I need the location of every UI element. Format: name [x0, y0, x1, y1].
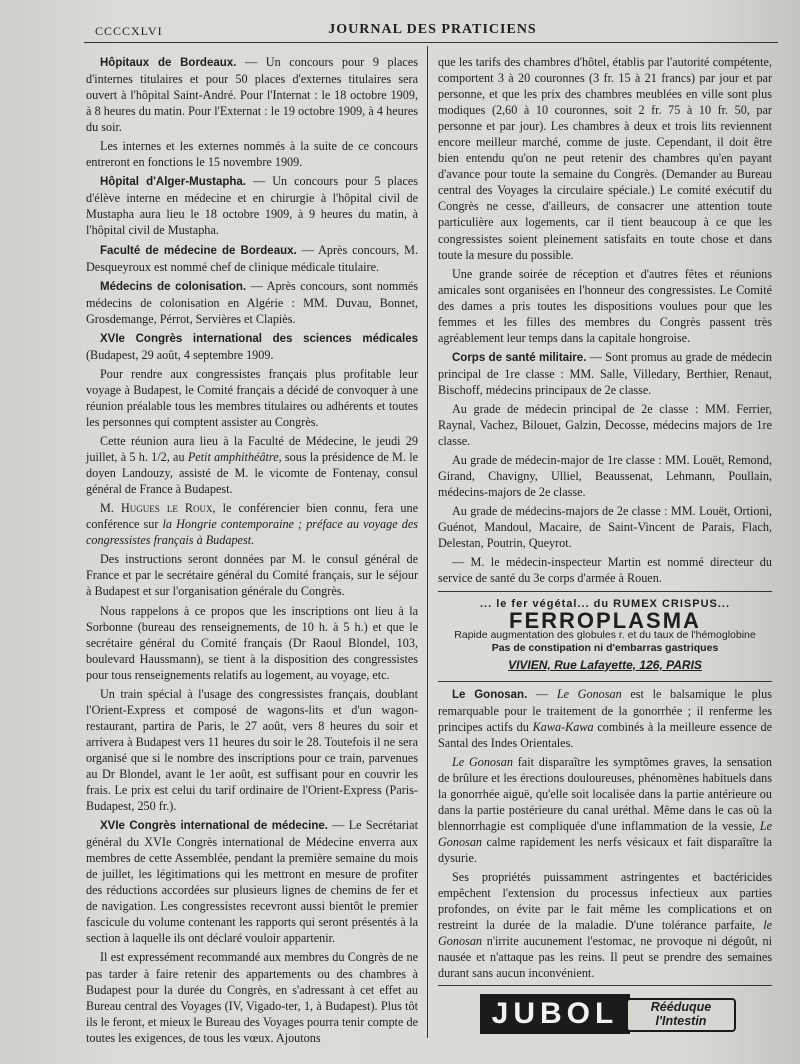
- ad-line: Pas de constipation ni d'embarras gastriques: [491, 641, 719, 654]
- faculte-heading: Faculté de médecine de Bordeaux.: [100, 244, 297, 257]
- sante-paragraph: Au grade de médecins-majors de 2e classe : MM. Louët, Ortioni, Guénot, Mandoul, Macaire, de Saint-Vincent de Parais, Flach, Delestan, Poutrin, Queyrot.: [438, 504, 772, 551]
- jubol-ad: [480, 994, 730, 1034]
- bordeaux-paragraph: Les internes et les externes nommés à la suite de ce concours entreront en fonctions le 15 novembre 1909.: [86, 139, 418, 170]
- ad-brand: FERROPLASMA: [509, 607, 701, 633]
- gonosan-heading: Le Gonosan.: [452, 688, 528, 701]
- congres-paragraph: Pour rendre aux congressistes français plus profitable leur voyage à Budapest, le Comité français a décidé de convoquer à une réunion préalable tous les membres titulaires ou adhérents et toutes les personnes qui comptent assister au Congrès.: [86, 366, 418, 429]
- congres-paragraph: Des instructions seront données par M. le consul général de France et par le secrétaire général du Comité français, sur le séjour à Budapest et sur l'organisation générale du Congrès.: [86, 552, 418, 599]
- jubol-brand: JUBOL: [480, 994, 630, 1034]
- gonosan-notice: Le Gonosan. — Le Gonosan est le balsamique le plus remarquable pour le traitement de la gonorrhée ; il renferme les principes actifs du Kawa-Kawa combinés à la meilleure essence de Santal des Indes Orientales.: [438, 686, 772, 750]
- alger-heading: Hôpital d'Alger-Mustapha.: [100, 176, 246, 189]
- sante-paragraph: Au grade de médecin principal de 2e classe : MM. Ferrier, Raynal, Vachez, Bilouet, Galzin, Decosse, médecins majors de 1re classe.: [438, 401, 772, 449]
- ad-address: VIVIEN, Rue Lafayette, 126, PARIS: [508, 657, 702, 672]
- congres-paragraph: Nous rappelons à ce propos que les inscriptions ont lieu à la Sorbonne (bureau des renseignements, de 10 h. à 5 h.) et que le secrétaire général du Comité français (Dr Raoul Blondel, 103, boulevard Haussmann), se tient à la disposition des congressistes pour tous renseignements relatifs au logement, au voyage, etc.: [86, 603, 418, 682]
- left-column: [86, 54, 418, 1049]
- page-folio: CCCCXLVI: [95, 24, 163, 38]
- colonisation-heading: Médecins de colonisation.: [100, 280, 247, 293]
- congres2-paragraph: Il est expressément recommandé aux membres du Congrès de ne pas tarder à faire retenir des appartements ou des chambres à Budapest pour la durée du Congrès, en s'adressant à cet effet au Bureau central des Voyages (IV, Vigado-ter, 1, à Budapest). Plus tôt ils le feront, et mieux le Bureau des Voyages pourra tenir compte de toutes les exigences, de tous les vœux. Ajoutons: [86, 950, 418, 1045]
- congres-heading: XVIe Congrès international des sciences médicales: [100, 332, 418, 345]
- gonosan-paragraph: Ses propriétés puissamment astringentes et bactéricides empêchent l'extension du processus infectieux aux parties profondes, on évite par le fait même les complications et on restreint la durée de la maladie. D'une tolérance parfaite, le Gonosan n'irrite aucunement l'estomac, ne provoque ni dégoût, ni nausée et n'attaque pas les reins. Il peut se prendre des semaines durant sans aucun inconvénient.: [438, 870, 772, 981]
- sante-paragraph: Au grade de médecin-major de 1re classe : MM. Louët, Remond, Girand, Chavigny, Ulliel, Beaussenat, Lehmann, Poullain, médecins-majors de 2e classe.: [438, 453, 772, 500]
- ad-divider: [438, 681, 772, 682]
- alger-notice: Hôpital d'Alger-Mustapha. — Un concours pour 5 places d'élève interne en médecine et en chirurgie à l'hôpital civil de Mustapha aura lieu le 18 octobre 1909, à 9 heures du matin, à l'hôpital civil de Mustapha.: [86, 174, 419, 238]
- sante-notice: Corps de santé militaire. — Sont promus au grade de médecin principal de 1re classe : MM. Salle, Villedary, Berthier, Renaut, Bischoff, médecins principaux de 2e classe.: [438, 349, 772, 397]
- ad-divider: [438, 591, 772, 592]
- congres2-notice: XVIe Congrès international de médecine. — Le Secrétariat général du XVIe Congrès international de Médecine enverra aux membres de cette Assemblée, pendant la première semaine du mois de juillet, les légitimations qui les mettront en mesure de profiter des réductions accordées sur plusieurs lignes de chemins de fer et de navigation. Les congressistes recevront aussi bientôt le premier fascicule du volume contenant les rapports qui seront présentés à la section à laquelle ils ont déclaré vouloir appartenir.: [86, 818, 418, 946]
- congres2-heading: XVIe Congrès international de médecine.: [100, 820, 328, 833]
- ferroplasma-ad: [438, 596, 772, 677]
- congres-paragraph: Un train spécial à l'usage des congressistes français, doublant l'Orient-Express et composé de wagons-lits et d'un wagon-restaurant, partira de Paris, le 27 août, vers 8 heures du soir et arrivera à Budapest vers 11 heures du soir le 28. Toutefois il ne sera organisé que si le nombre des inscriptions pour ce train, parvenues au Dr Blondel, avant le 1er août, est suffisant pour en couvrir les frais. Le prix est celui du tarif ordinaire de l'Orient-Express (Paris-Budapest, 250 fr.).: [86, 686, 418, 814]
- continued-paragraph: Une grande soirée de réception et d'autres fêtes et réunions amicales sont organisées en l'honneur des congressistes. Le Comité des dames a pris toutes les dispositions voulues pour que les femmes et les filles des membres du Congrès passent très agréablement leur temps dans la capitale hongroise.: [438, 266, 772, 345]
- column-divider: [427, 46, 428, 1038]
- page-header: [95, 22, 770, 40]
- congres-notice: XVIe Congrès international des sciences médicales (Budapest, 29 août, 4 septembre 1909.: [86, 332, 418, 362]
- sante-paragraph: — M. le médecin-inspecteur Martin est nommé directeur du service de santé du 3e corps d'armée à Rouen.: [438, 555, 772, 586]
- right-column: [438, 54, 772, 1034]
- gonosan-paragraph: Le Gonosan fait disparaître les symptômes graves, la sensation de brûlure et les érections douloureuses, phénomènes habituels dans la gonorrhée aiguë, qu'elle soit localisée dans la partie antérieure ou dans la partie postérieure du canal uréthal. Même dans le cas où la blennorrhagie est compliquée d'une inflammation de la vessie, Le Gonosan calme rapidement les nerfs vésicaux et fait disparaître la dysurie.: [438, 754, 773, 866]
- bordeaux-notice: Hôpitaux de Bordeaux. — Un concours pour 9 places d'internes titulaires et pour 50 places d'externes titulaires sera ouvert à l'hôpital Saint-André. Pour l'Internat : le 18 octobre 1909, à 8 heures du matin. Pour l'Externat : le 19 octobre 1909, à 4 heures du soir.: [86, 55, 418, 135]
- continued-paragraph: que les tarifs des chambres d'hôtel, établis par l'autorité compétente, comportent 3 à 20 couronnes (3 fr. 15 à 21 francs) par jour et par personne, et que les prix des chambres meublées en ville sont plus modiques (2,60 à 10 couronnes, soit 2 fr. 75 à 10 fr. 50, par personne et par jour). Les chambres à deux et trois lits reviennent encore meilleur marché, comme de juste. Cependant, il doit être bien entendu qu'on ne peut retenir des chambres qu'en payant d'avance pour toute la semaine du Congrès. (Demander au Bureau central des Voyages la circulaire spéciale.) Le comité exécutif du Congrès ne cesse, d'ailleurs, de consacrer une attention toute particulière aux logements, car il tient beaucoup à ce que les congressistes soient pleinement satisfaits en toute chose et dans toute la mesure du possible.: [438, 55, 772, 262]
- ad-tagline: ... le fer végétal... du RUMEX CRISPUS...: [479, 597, 731, 610]
- journal-title: JOURNAL DES PRATICIENS: [328, 22, 537, 37]
- congres-paragraph: Cette réunion aura lieu à la Faculté de Médecine, le jeudi 29 juillet, à 5 h. 1/2, au Petit amphithéâtre, sous la présidence de M. le doyen Landouzy, assisté de M. le vicomte de Fontenay, consul général de France à Budapest.: [86, 434, 418, 497]
- ad-line: Rapide augmentation des globules r. et du taux de l'hémoglobine: [454, 628, 756, 641]
- jubol-tagline: Rééduque l'Intestin: [626, 998, 736, 1032]
- bordeaux-heading: Hôpitaux de Bordeaux.: [100, 57, 237, 69]
- faculte-notice: Faculté de médecine de Bordeaux. — Après concours, M. Desqueyroux est nommé chef de clinique médicale titulaire.: [86, 242, 418, 274]
- congres-paragraph: M. Hugues le Roux, le conférencier bien connu, fera une conférence sur la Hongrie contemporaine ; préface au voyage des congressistes français à Budapest.: [86, 501, 418, 548]
- colonisation-notice: Médecins de colonisation. — Après concours, sont nommés médecins de colonisation en Algérie : MM. Duvau, Bonnet, Grosdemange, Pérrot, Servières et Clapiès.: [86, 278, 418, 326]
- ad-divider: [438, 985, 772, 986]
- header-rule: [84, 42, 778, 43]
- sante-heading: Corps de santé militaire.: [452, 351, 587, 364]
